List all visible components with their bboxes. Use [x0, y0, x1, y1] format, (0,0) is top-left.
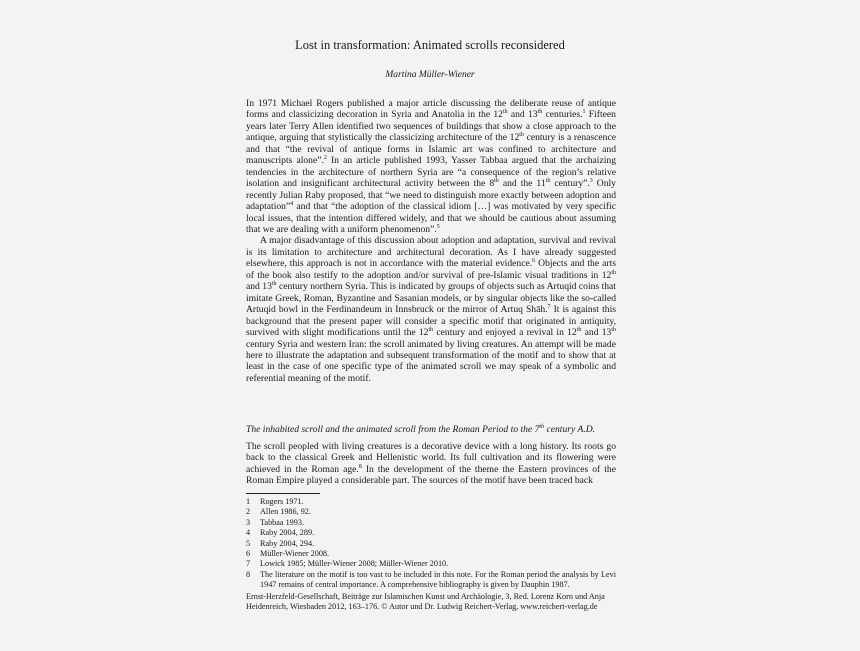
- footnote-ref-3: 3: [589, 178, 593, 185]
- footnote-ref-5: 5: [436, 223, 440, 230]
- article-body: [246, 98, 616, 384]
- footnote: 8 The literature on the motif is too vast to be included in this note. For the Roman period the analysis by Levi 1947 remains of central importance. A comprehensive bibliography is given by Dauphin 1987.: [246, 569, 616, 590]
- paragraph-2: A major disadvantage of this discussion about adoption and adaptation, survival and revival is its limitation to architecture and architectural decoration. As I have already suggested elsewhere, this approach is not in accordance with the material evidence.$^6$ Objects and the arts of the book also testify to the adoption and/or survival of pre-Islamic visual traditions in 12th and 13th century northern Syria. This is indicated by groups of objects such as Artuqid coins that imitate Greek, Roman, Byzantine and Sasanian models, or by singular objects like the so-called Artuqid bowl in the Ferdinandeum in Innsbruck or the mirror of Artuq Shāh.$^7$ It is against this background that the present paper will consider a specific motif that originated in antiquity, survived with slight modifications until the 12th century and enjoyed a revival in 12th and 13th century Syria and western Iran: the scroll animated by living creatures. An attempt will be made here to illustrate the adaptation and subsequent transformation of the motif and to show that at least in the case of one specific type of the animated scroll we may speak of a symbolic and referential meaning of the motif.: [246, 235, 616, 384]
- paragraph-3: The scroll peopled with living creatures is a decorative device with a long history. Its roots go back to the classical Greek and Hellenistic world. Its full cultivation and its flowering were achieved in the Roman age.$^8$ In the development of the theme the Eastern provinces of the Roman Empire played a considerable part. The sources of the motif have been traced back: [246, 441, 616, 487]
- publication-footer: Ernst-Herzfeld-Gesellschaft, Beiträge zur Islamischen Kunst und Archäologie, 3, Red. Lorenz Korn und Anja Heidenreich, Wiesbaden 2012, 163–176. © Autor und Dr. Ludwig Reichert-Verlag, www.reichert-verlag.de: [246, 592, 605, 612]
- paragraph-1: In 1971 Michael Rogers published a major article discussing the deliberate reuse of antique forms and classicizing decoration in Syria and Anatolia in the 12th and 13th centuries.$^1$ Fifteen years later Terry Allen identified two sequences of buildings that show a close approach to the antique, arguing that stylistically the classicizing architecture of the 12th century is a renascence and that “the revival of antique forms in Islamic art was confined to architecture and manuscripts alone”.$^2$ In an article published 1993, Yasser Tabbaa argued that the archaizing tendencies in the architecture of northern Syria are “a consequence of the region’s relative isolation and insignificant architectural activity between the 8th and the 11th century”.$^3$ Only recently Julian Raby proposed, that “we need to distinguish more exactly between adoption and adaptation”$^4$ and that “the adoption of the classical idiom […] was motivated by very specific local issues, that the intention differed widely, and that we should be cautious about assuming that we are dealing with a uniform phenomenon”.$^5$: [246, 98, 616, 235]
- section-heading: The inhabited scroll and the animated scroll from the Roman Period to the 7th century A.D.: [246, 424, 596, 435]
- article-author: Martina Müller-Wiener: [385, 70, 475, 80]
- footnotes: [246, 497, 616, 591]
- footnote: 3 Tabbaa 1993.: [246, 517, 304, 527]
- footnote-ref-8: 8: [358, 463, 362, 470]
- footnote-ref-2: 2: [323, 155, 327, 162]
- footnote-divider: [246, 493, 320, 494]
- footnote: 7 Lowick 1985; Müller-Wiener 2008; Müller-Wiener 2010.: [246, 559, 449, 569]
- footnote: 6 Müller-Wiener 2008.: [246, 549, 330, 559]
- footnote: 4 Raby 2004, 289.: [246, 528, 315, 538]
- footnote: 5 Raby 2004, 294.: [246, 538, 315, 548]
- footnote-ref-6: 6: [532, 258, 536, 265]
- footnote: 2 Allen 1986, 92.: [246, 507, 311, 517]
- footnote: 1 Rogers 1971.: [246, 497, 304, 506]
- footnote-ref-1: 1: [582, 109, 586, 116]
- article-title: Lost in transformation: Animated scrolls reconsidered: [295, 38, 565, 52]
- footnote-ref-7: 7: [547, 304, 551, 311]
- footnote-ref-4: 4: [290, 201, 294, 208]
